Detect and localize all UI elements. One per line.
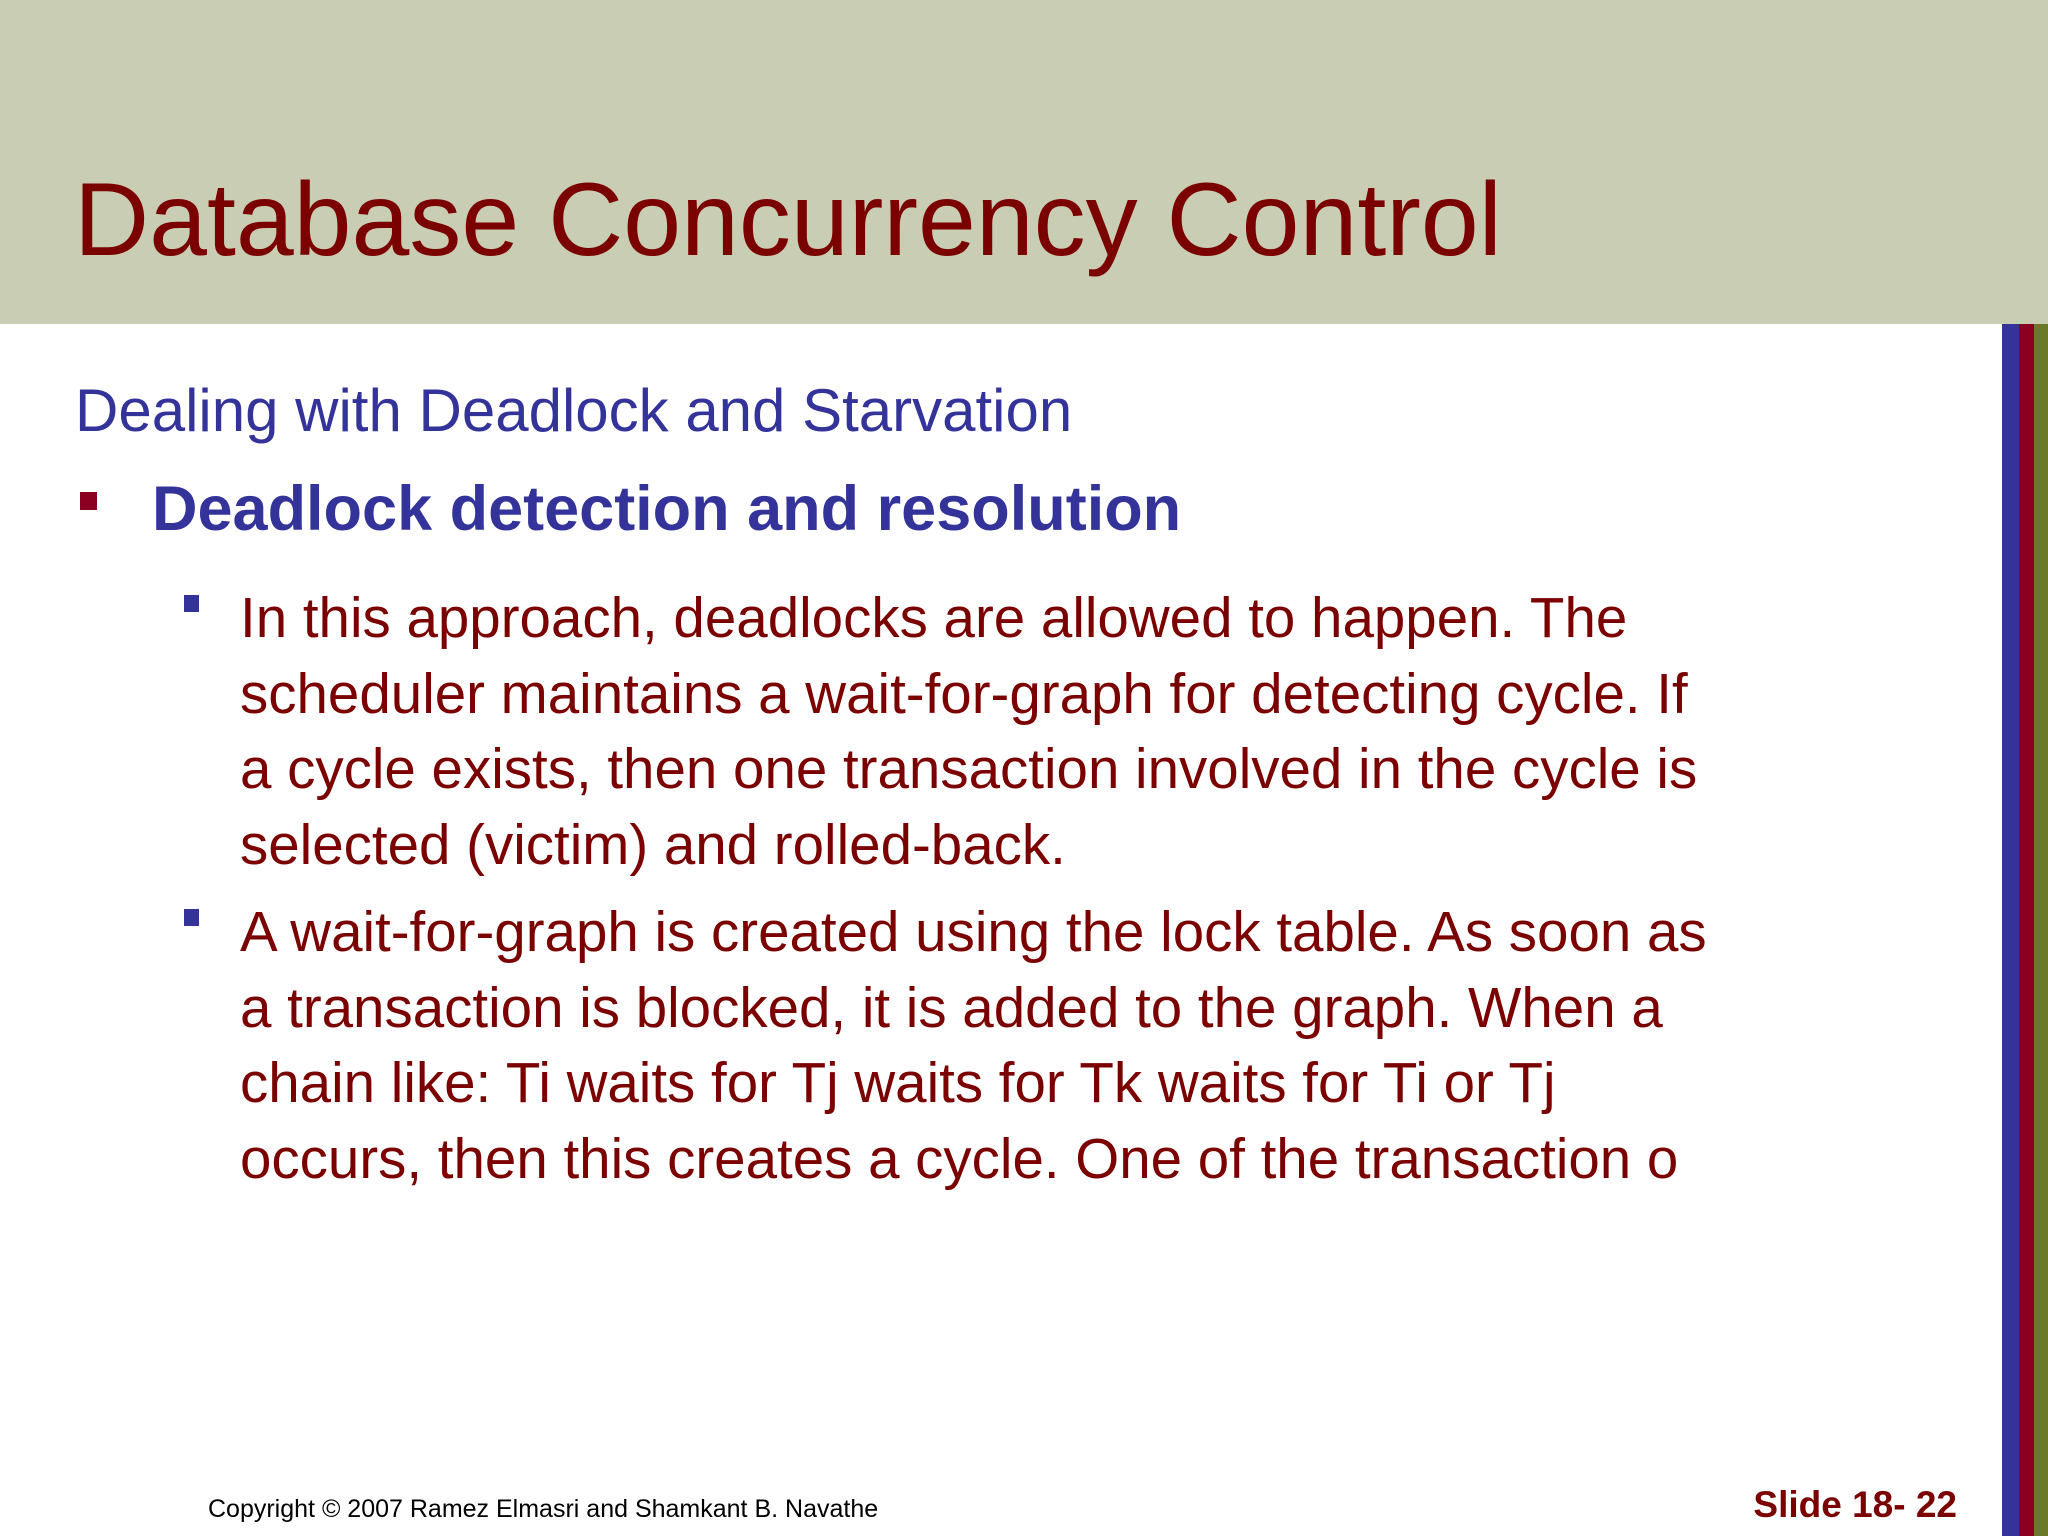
bullet-paragraph — [240, 580, 1940, 882]
bullet-paragraph — [240, 894, 1940, 1196]
text-line: scheduler maintains a wait-for-graph for detecting cycle. If — [240, 661, 1688, 725]
text-line: In this approach, deadlocks are allowed to happen. The — [240, 586, 1628, 649]
level1-heading: Deadlock detection and resolution — [152, 474, 1182, 544]
square-bullet-icon — [184, 909, 199, 926]
slide-subtitle: Dealing with Deadlock and Starvation — [75, 377, 1073, 444]
text-line: chain like: Ti waits for Tj waits for Tk waits for Ti or Tj — [240, 1051, 1556, 1114]
text-line: occurs, then this creates a cycle. One of the transaction o — [240, 1126, 1679, 1190]
slide-title: Database Concurrency Control — [74, 162, 1502, 278]
square-bullet-icon — [80, 492, 97, 510]
stripe-olive — [2034, 324, 2048, 1536]
copyright-notice: Copyright © 2007 Ramez Elmasri and Shamkant B. Navathe — [208, 1495, 879, 1523]
stripe-red — [2019, 324, 2034, 1536]
text-line: A wait-for-graph is created using the lock table. As soon as — [240, 900, 1707, 963]
stripe-blue — [2002, 324, 2019, 1536]
text-line: a transaction is blocked, it is added to the graph. When a — [240, 975, 1663, 1039]
text-line: a cycle exists, then one transaction involved in the cycle is — [240, 737, 1698, 800]
slide-header — [0, 0, 2048, 324]
right-decorative-stripes — [2002, 324, 2048, 1536]
slide-number: Slide 18- 22 — [1753, 1484, 1957, 1525]
square-bullet-icon — [184, 595, 199, 612]
text-line: selected (victim) and rolled-back. — [240, 812, 1066, 876]
